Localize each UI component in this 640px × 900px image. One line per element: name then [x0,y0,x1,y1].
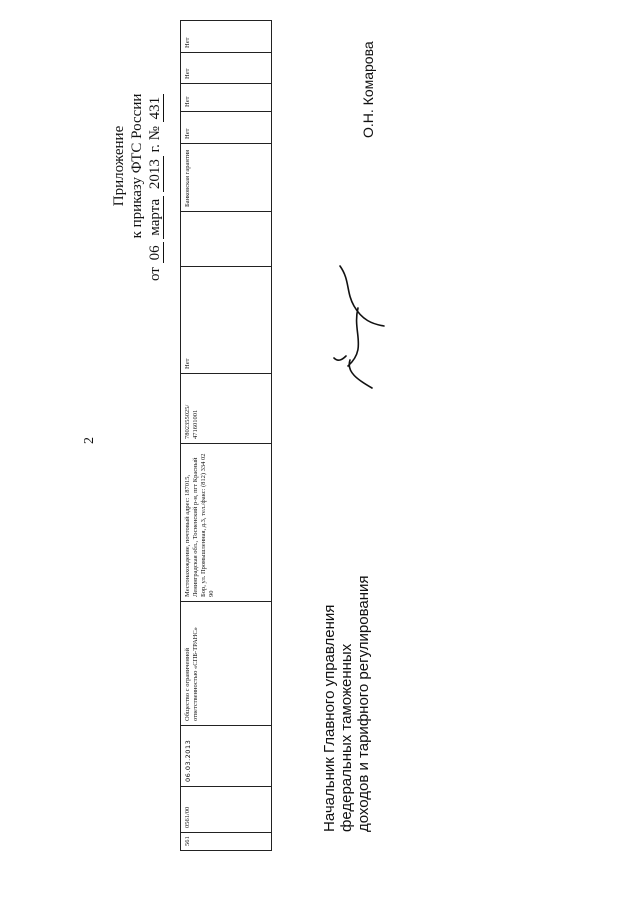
order-month: марта [147,196,164,239]
order-number: 431 [147,94,164,123]
inn-kpp-cell: 7802355025/ 471601001 [181,374,272,444]
flag-cell-2: Нет [181,84,272,112]
flag-cell-4: Нет [181,21,272,53]
note-cell: Нет [181,267,272,374]
signatory-title-line-3: доходов и тарифного регулирования [355,575,372,832]
number-sign: № [147,126,163,141]
appendix-title: Приложение [111,125,127,207]
order-date-line [146,51,164,281]
row-number-cell: 561 [181,833,272,851]
guarantee-cell: Банковская гарантия [181,144,272,212]
empty-cell [181,212,272,267]
appendix-header [110,51,164,281]
order-day: 06 [147,242,164,263]
flag-cell-3: Нет [181,53,272,84]
signature-mark [328,262,390,394]
registry-table-wrapper [180,21,272,851]
order-year: 2013 [147,156,164,192]
registry-table [180,20,272,851]
code-cell: 0561/00 [181,787,272,833]
flag-cell-1: Нет [181,112,272,144]
page-number: 2 [82,437,97,444]
table-row [181,21,272,851]
signatory-title-line-2: федеральных таможенных [338,643,355,832]
signatory-title [321,572,372,832]
date-cell: 06.03.2013 [181,726,272,787]
from-prefix: от [147,267,163,281]
year-suffix: г. [147,144,163,153]
signatory-name: О.Н. Комарова [360,41,376,138]
order-reference: к приказу ФТС России [129,93,145,239]
signatory-title-line-1: Начальник Главного управления [321,604,338,832]
organization-cell: Общество с ограниченной ответственностью «СПБ-ТРАНС» [181,602,272,726]
address-cell: Местонахождение, почтовый адрес: 187015, Ленинградская обл., Тосненский р-н, пгт Красный Бор, ул. Промышленная, д.3, тел./факс: (812) 334 02 90 [181,444,272,602]
